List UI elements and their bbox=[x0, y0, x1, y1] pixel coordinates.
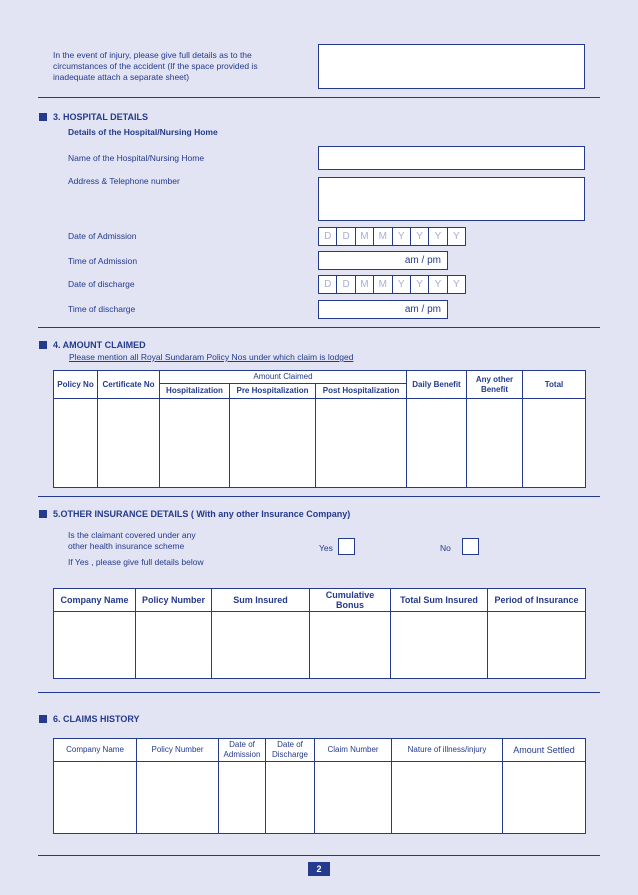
col-policy-number: Policy Number bbox=[136, 589, 212, 612]
col-amount-claimed: Amount Claimed bbox=[160, 371, 407, 384]
question-line-2: other health insurance scheme bbox=[68, 541, 185, 551]
table-cell[interactable] bbox=[315, 762, 392, 834]
date-cell: Y bbox=[429, 228, 447, 245]
section-bullet-icon bbox=[39, 341, 47, 349]
section-divider bbox=[38, 327, 600, 328]
discharge-date-field[interactable] bbox=[318, 275, 466, 294]
section-bullet-icon bbox=[39, 715, 47, 723]
any-other-line-2: Benefit bbox=[480, 384, 509, 394]
col-pre-hospitalization: Pre Hospitalization bbox=[230, 384, 316, 399]
table-row bbox=[54, 399, 586, 488]
col-post-hospitalization: Post Hospitalization bbox=[316, 384, 407, 399]
date-cell: Y bbox=[411, 276, 429, 293]
date-cell: D bbox=[337, 276, 355, 293]
date-discharge-line-1: Date of bbox=[277, 740, 303, 749]
col-date-of-admission bbox=[219, 739, 266, 762]
table-cell[interactable] bbox=[137, 762, 219, 834]
col-sum-insured: Sum Insured bbox=[212, 589, 310, 612]
injury-text-line-1: In the event of injury, please give full details as to the bbox=[53, 50, 252, 60]
section-bullet-icon bbox=[39, 113, 47, 121]
injury-details-label bbox=[53, 50, 293, 83]
claims-history-heading: 6. CLAIMS HISTORY bbox=[53, 714, 140, 724]
col-date-of-discharge bbox=[266, 739, 315, 762]
col-policy-number: Policy Number bbox=[137, 739, 219, 762]
table-cell[interactable] bbox=[212, 612, 310, 679]
hospital-subheading: Details of the Hospital/Nursing Home bbox=[68, 127, 218, 137]
table-cell[interactable] bbox=[407, 399, 467, 488]
table-cell[interactable] bbox=[136, 612, 212, 679]
claims-history-table bbox=[53, 738, 586, 834]
cumulative-line-1: Cumulative bbox=[325, 590, 375, 600]
admission-date-label: Date of Admission bbox=[68, 231, 137, 241]
col-claim-number: Claim Number bbox=[315, 739, 392, 762]
table-cell[interactable] bbox=[54, 762, 137, 834]
table-cell[interactable] bbox=[54, 612, 136, 679]
section-divider bbox=[38, 97, 600, 98]
date-cell: Y bbox=[452, 279, 460, 290]
injury-details-field[interactable] bbox=[318, 44, 585, 89]
table-cell[interactable] bbox=[488, 612, 586, 679]
col-amount-settled: Amount Settled bbox=[503, 739, 586, 762]
date-cell: Y bbox=[452, 231, 460, 242]
hospital-name-label: Name of the Hospital/Nursing Home bbox=[68, 153, 205, 163]
table-cell[interactable] bbox=[310, 612, 391, 679]
injury-text-line-3: inadequate attach a separate sheet) bbox=[53, 72, 190, 82]
section-divider bbox=[38, 496, 600, 497]
address-telephone-label: Address & Telephone number bbox=[68, 176, 180, 186]
table-cell[interactable] bbox=[98, 399, 160, 488]
amount-claimed-table bbox=[53, 370, 586, 488]
table-cell[interactable] bbox=[467, 399, 523, 488]
table-row bbox=[54, 762, 586, 834]
date-cell: M bbox=[374, 276, 392, 293]
date-cell: Y bbox=[429, 276, 447, 293]
date-admission-line-1: Date of bbox=[229, 740, 255, 749]
admission-time-field[interactable]: am / pm bbox=[318, 251, 448, 270]
table-cell[interactable] bbox=[316, 399, 407, 488]
followup-instruction: If Yes , please give full details below bbox=[68, 557, 204, 567]
discharge-date-label: Date of discharge bbox=[68, 279, 135, 289]
date-cell: M bbox=[356, 228, 374, 245]
table-cell[interactable] bbox=[266, 762, 315, 834]
table-cell[interactable] bbox=[391, 612, 488, 679]
col-nature-of-illness: Nature of illness/injury bbox=[392, 739, 503, 762]
col-certificate-no: Certificate No bbox=[98, 371, 160, 399]
yes-label: Yes bbox=[319, 543, 333, 553]
hospital-details-heading: 3. HOSPITAL DETAILS bbox=[53, 112, 149, 122]
any-other-line-1: Any other bbox=[475, 374, 514, 384]
table-cell[interactable] bbox=[503, 762, 586, 834]
col-company-name: Company Name bbox=[54, 739, 137, 762]
col-total-sum-insured: Total Sum Insured bbox=[391, 589, 488, 612]
section-bullet-icon bbox=[39, 510, 47, 518]
no-label: No bbox=[440, 543, 451, 553]
discharge-time-label: Time of discharge bbox=[68, 304, 136, 314]
yes-checkbox[interactable] bbox=[338, 538, 355, 555]
date-cell: Y bbox=[393, 228, 411, 245]
date-admission-line-2: Admission bbox=[223, 750, 261, 759]
col-cumulative-bonus bbox=[310, 589, 391, 612]
admission-date-field[interactable] bbox=[318, 227, 466, 246]
table-cell[interactable] bbox=[230, 399, 316, 488]
no-checkbox[interactable] bbox=[462, 538, 479, 555]
table-cell[interactable] bbox=[54, 399, 98, 488]
col-company-name: Company Name bbox=[54, 589, 136, 612]
footer-divider bbox=[38, 855, 600, 856]
table-cell[interactable] bbox=[219, 762, 266, 834]
date-cell: M bbox=[356, 276, 374, 293]
section-divider bbox=[38, 692, 600, 693]
col-total: Total bbox=[523, 371, 586, 399]
col-period-of-insurance: Period of Insurance bbox=[488, 589, 586, 612]
hospital-name-field[interactable] bbox=[318, 146, 585, 170]
date-cell: D bbox=[319, 276, 337, 293]
col-any-other-benefit bbox=[467, 371, 523, 399]
other-insurance-table bbox=[53, 588, 586, 679]
amount-claimed-heading: 4. AMOUNT CLAIMED bbox=[53, 340, 146, 350]
table-row bbox=[54, 612, 586, 679]
date-cell: D bbox=[337, 228, 355, 245]
date-discharge-line-2: Discharge bbox=[271, 750, 308, 759]
table-cell[interactable] bbox=[392, 762, 503, 834]
col-daily-benefit: Daily Benefit bbox=[407, 371, 467, 399]
col-policy-no: Policy No bbox=[54, 371, 98, 399]
col-hospitalization: Hospitalization bbox=[160, 384, 230, 399]
amount-claimed-note: Please mention all Royal Sundaram Policy Nos under which claim is lodged bbox=[69, 352, 354, 362]
table-cell[interactable] bbox=[160, 399, 230, 488]
date-cell: D bbox=[319, 228, 337, 245]
page-number: 2 bbox=[308, 862, 330, 876]
cumulative-line-2: Bonus bbox=[336, 600, 364, 610]
admission-time-label: Time of Admission bbox=[68, 256, 138, 266]
address-telephone-field[interactable] bbox=[318, 177, 585, 221]
date-cell: M bbox=[374, 228, 392, 245]
discharge-time-field[interactable]: am / pm bbox=[318, 300, 448, 319]
question-line-1: Is the claimant covered under any bbox=[68, 530, 196, 540]
other-insurance-heading: 5.OTHER INSURANCE DETAILS ( With any other Insurance Company) bbox=[53, 509, 351, 519]
other-insurance-question bbox=[68, 530, 196, 552]
table-cell[interactable] bbox=[523, 399, 586, 488]
date-cell: Y bbox=[411, 228, 429, 245]
injury-text-line-2: circumstances of the accident (If the space provided is bbox=[53, 61, 258, 71]
date-cell: Y bbox=[393, 276, 411, 293]
